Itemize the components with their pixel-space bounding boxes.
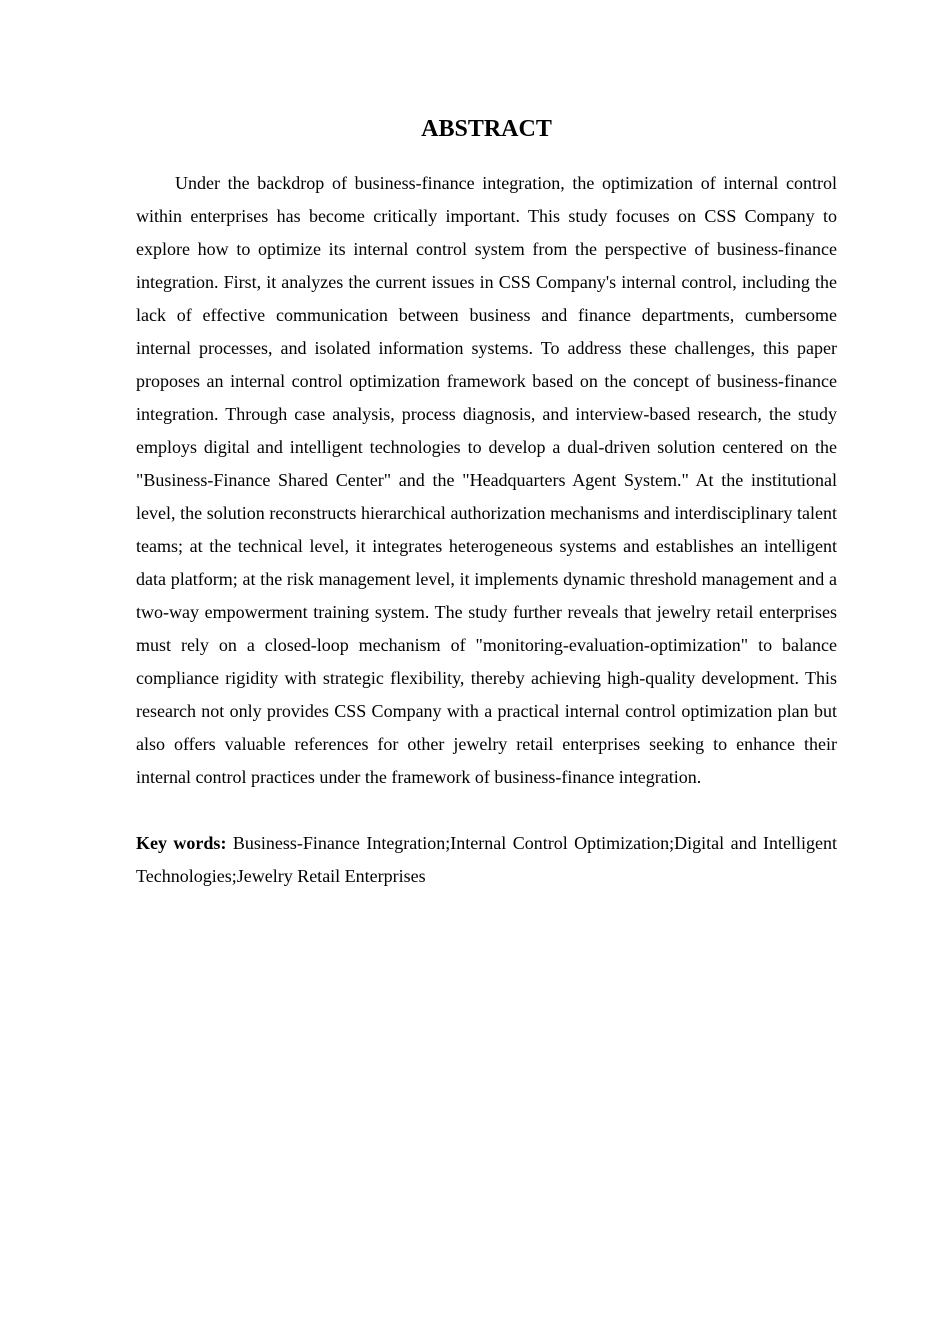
abstract-title: ABSTRACT [421,116,552,142]
keywords-label: Key words: [136,833,227,853]
abstract-body: Under the backdrop of business-finance integration, the optimization of internal control within enterprises has become critically important. This study focuses on CSS Company to explore how to optimize its internal control system from the perspective of business-finance integration. First, it analyzes the current issues in CSS Company's internal control, including the lack of effective communication between business and finance departments, cumbersome internal processes, and isolated information systems. To address these challenges, this paper proposes an internal control optimization framework based on the concept of business-finance integration. Through case analysis, process diagnosis, and interview-based research, the study employs digital and intelligent technologies to develop a dual-driven solution centered on the "Business-Finance Shared Center" and the "Headquarters Agent System." At the institutional level, the solution reconstructs hierarchical authorization mechanisms and interdisciplinary talent teams; at the technical level, it integrates heterogeneous systems and establishes an intelligent data platform; at the risk management level, it implements dynamic threshold management and a two-way empowerment training system. The study further reveals that jewelry retail enterprises must rely on a closed-loop mechanism of "monitoring-evaluation-optimization" to balance compliance rigidity with strategic flexibility, thereby achieving high-quality development. This research not only provides CSS Company with a practical internal control optimization plan but also offers valuable references for other jewelry retail enterprises seeking to enhance their internal control practices under the framework of business-finance integration. [136,173,837,787]
keywords-text: Business-Finance Integration;Internal Control Optimization;Digital and Intelligent Technologies;Jewelry Retail Enterprises [136,833,837,886]
abstract-page [136,112,837,893]
keywords-paragraph [136,827,837,893]
